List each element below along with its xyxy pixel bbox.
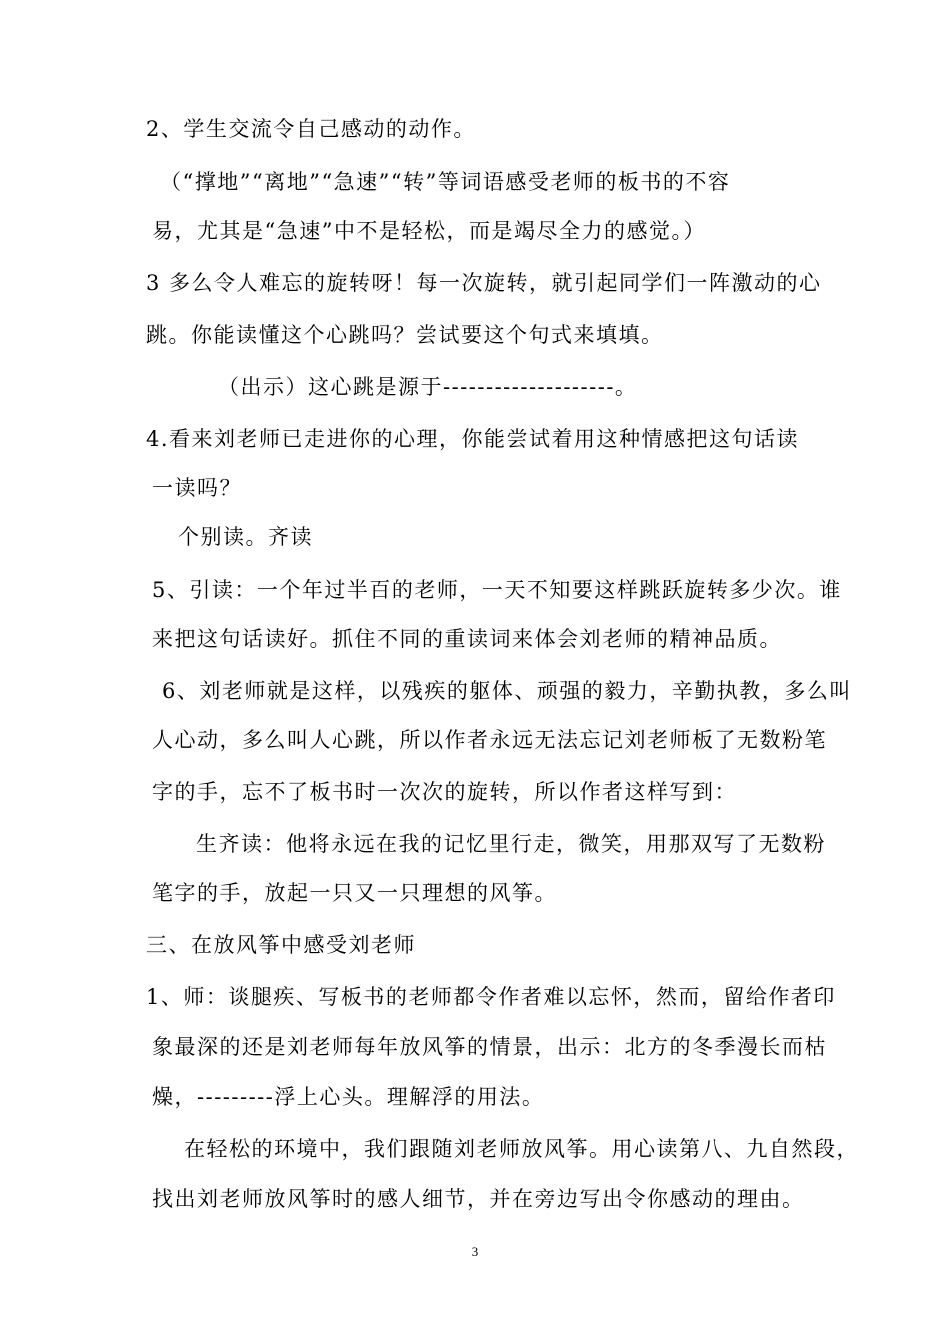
line-22: 找出刘老师放风筝时的感人细节，并在旁边写出令你感动的理由。 (152, 1187, 805, 1211)
line-18: 1、师：谈腿疾、写板书的老师都令作者难以忘怀，然而，留给作者印 (146, 985, 836, 1009)
line-10: 5、引读：一个年过半百的老师，一天不知要这样跳跃旋转多少次。谁 (152, 578, 842, 602)
line-5: 跳。你能读懂这个心跳吗？尝试要这个句式来填填。 (146, 323, 664, 347)
line-12: 6、刘老师就是这样，以残疾的躯体、顽强的毅力，辛勤执教，多么叫 (162, 679, 852, 703)
line-9: 个别读。齐读 (178, 525, 313, 549)
line-19: 象最深的还是刘老师每年放风筝的情景，出示：北方的冬季漫长而枯 (152, 1035, 827, 1059)
line-6: （出示）这心跳是源于--------------------。 (218, 375, 638, 399)
line-15: 生齐读：他将永远在我的记忆里行走，微笑，用那双写了无数粉 (196, 832, 826, 856)
line-20: 燥，---------浮上心头。理解浮的用法。 (152, 1085, 545, 1109)
line-7: 4.看来刘老师已走进你的心理，你能尝试着用这种情感把这句话读 (146, 427, 800, 451)
line-21: 在轻松的环境中，我们跟随刘老师放风筝。用心读第八、九自然段， (184, 1137, 859, 1161)
line-13: 人心动，多么叫人心跳，所以作者永远无法忘记刘老师板了无数粉笔 (152, 728, 827, 752)
line-2: （“撑地”“离地”“急速”“转”等词语感受老师的板书的不容 (160, 170, 731, 194)
line-16: 笔字的手，放起一只又一只理想的风筝。 (152, 881, 557, 905)
line-11: 来把这句话读好。抓住不同的重读词来体会刘老师的精神品质。 (152, 627, 782, 651)
line-3: 易，尤其是“急速”中不是轻松，而是竭尽全力的感觉。） (152, 219, 706, 243)
page-number: 3 (471, 1244, 479, 1259)
line-8: 一读吗？ (152, 476, 242, 500)
line-17: 三、在放风筝中感受刘老师 (146, 933, 416, 957)
line-14: 字的手，忘不了板书时一次次的旋转，所以作者这样写到： (152, 780, 737, 804)
line-4: 3 多么令人难忘的旋转呀！每一次旋转，就引起同学们一阵激动的心 (146, 271, 822, 295)
line-1: 2、学生交流令自己感动的动作。 (146, 117, 476, 141)
